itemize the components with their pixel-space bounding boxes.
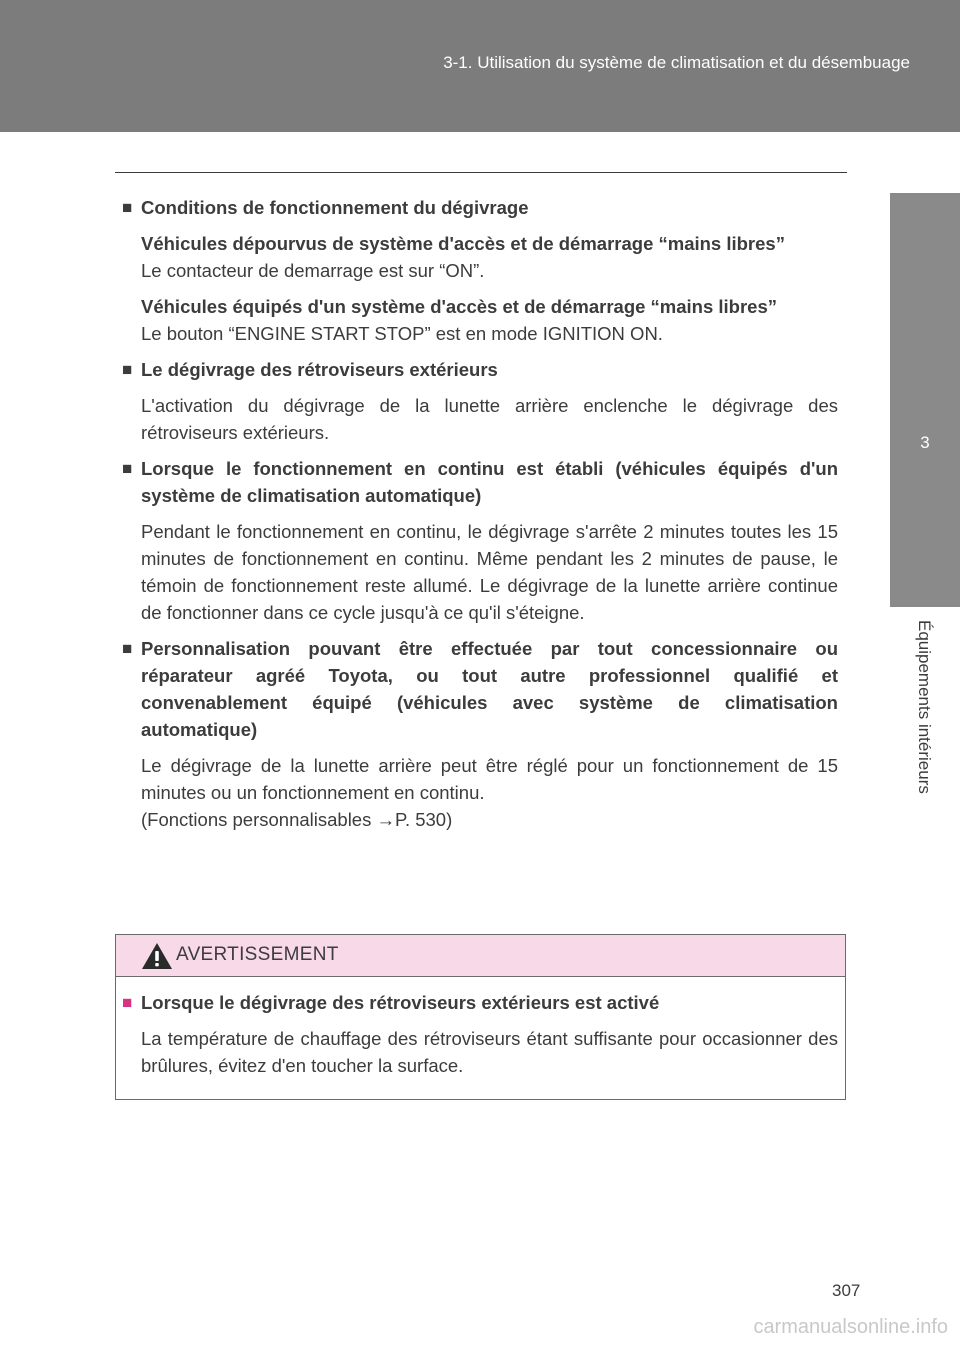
warning-header [116, 935, 845, 977]
page-content [122, 194, 838, 842]
chapter-title: 3-1. Utilisation du système de climatisation et du désembuage [443, 53, 910, 72]
page-header [0, 0, 960, 132]
cross-reference-link[interactable]: (Fonctions personnalisables →P. 530) [141, 809, 453, 830]
body-text: Pendant le fonctionnement en continu, le dégivrage s'arrête 2 minutes toutes les 15 minutes de fonctionnement en continu. Même pendant les 2 minutes de pause, le témoin de fonctionnement reste allumé. Le dégivrage de la lunette arrière continue de fonctionner dans ce cycle jusqu'à ce qu'il s'éteigne. [141, 521, 838, 623]
section-heading: ■ Lorsque le fonctionnement en continu est établi (véhicules équipés d'un système de climatisation automatique) [122, 455, 838, 509]
chapter-side-tab [890, 193, 960, 607]
chapter-side-label: Équipements intérieurs [915, 620, 934, 794]
section-heading: ■ Personnalisation pouvant être effectuée par tout concessionnaire ou réparateur agréé Toyota, ou tout autre professionnel qualifié et convenablement équipé (véhicules avec système de climatisation automatique) [122, 635, 838, 743]
section-conditions [122, 194, 838, 347]
top-divider [115, 172, 847, 173]
sub-heading: Véhicules équipés d'un système d'accès et de démarrage “mains libres” [141, 296, 778, 317]
chapter-number: 3 [920, 433, 930, 452]
section-heading: ■ Le dégivrage des rétroviseurs extérieurs [122, 356, 838, 383]
section-continuous-mode [122, 455, 838, 626]
warning-title: AVERTISSEMENT [176, 944, 339, 965]
warning-heading: ■ Lorsque le dégivrage des rétroviseurs extérieurs est activé [122, 989, 838, 1016]
warning-triangle-icon [141, 942, 173, 970]
body-text: Le dégivrage de la lunette arrière peut être réglé pour un fonctionnement de 15 minutes ou un fonctionnement en continu. [141, 755, 838, 803]
sub-heading: Véhicules dépourvus de système d'accès et de démarrage “mains libres” [141, 233, 785, 254]
warning-text: La température de chauffage des rétroviseurs étant suffisante pour occasionner des brûlures, évitez d'en toucher la surface. [141, 1028, 838, 1076]
section-heading: ■ Conditions de fonctionnement du dégivrage [122, 194, 838, 221]
section-personalisation [122, 635, 838, 833]
body-text: L'activation du dégivrage de la lunette arrière enclenche le dégivrage des rétroviseurs extérieurs. [141, 395, 838, 443]
warning-box [115, 934, 846, 1100]
watermark: carmanualsonline.info [753, 1316, 948, 1338]
page-number: 307 [832, 1281, 861, 1300]
body-text: Le bouton “ENGINE START STOP” est en mode IGNITION ON. [141, 323, 663, 344]
body-text: Le contacteur de demarrage est sur “ON”. [141, 260, 485, 281]
warning-body [122, 989, 838, 1079]
section-mirror-defrost [122, 356, 838, 446]
